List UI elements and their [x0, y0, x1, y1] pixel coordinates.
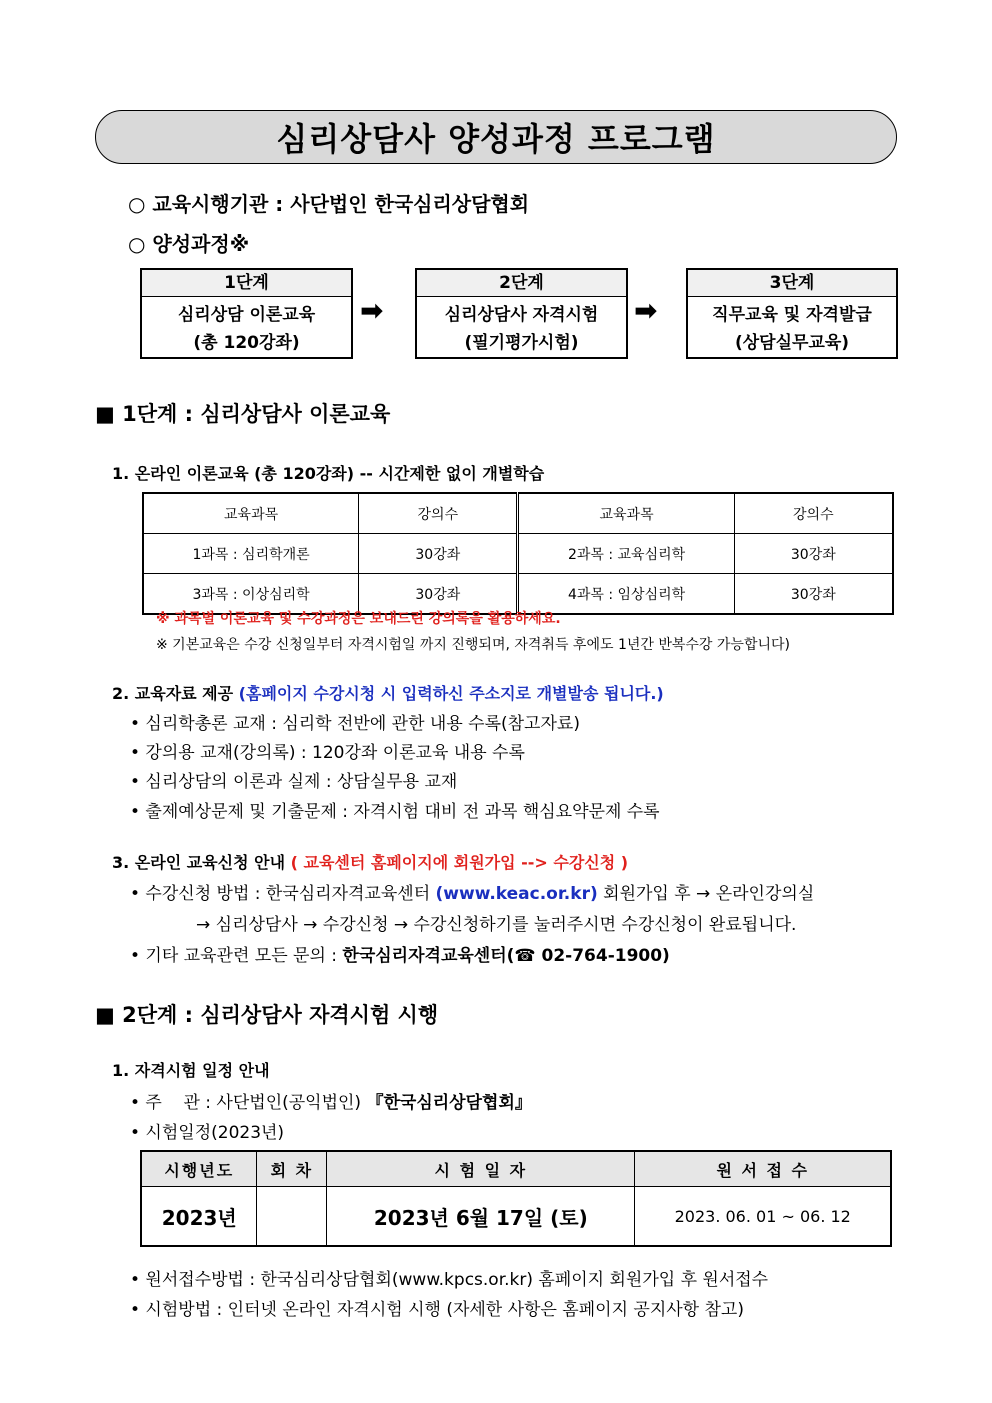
apply-method: [130, 879, 814, 904]
table-header-row: [141, 1151, 891, 1187]
exam-method: • 시험방법 : 인터넷 온라인 자격시험 시행 (자세한 사항은 홈페이지 공지사항 참고): [130, 1300, 744, 1320]
schedule-label: • 시험일정(2023년): [130, 1123, 285, 1143]
institution-line: ○ 교육시행기관 : 사단법인 한국심리상담협회: [128, 192, 530, 216]
list-item: • 심리학총론 교재 : 심리학 전반에 관한 내용 수록(참고자료): [130, 714, 580, 734]
contact-line: [130, 941, 670, 966]
stage-3-box: [686, 268, 898, 359]
section-1-sub2-label: 2. 교육자료 제공: [112, 684, 234, 703]
table-cell: 3과목 : 이상심리학: [143, 574, 359, 615]
table-cell: 30강좌: [734, 574, 893, 615]
table-header: 원 서 접 수: [635, 1151, 891, 1187]
table-row: [141, 1187, 891, 1247]
section-2-title: ■ 2단계 : 심리상담사 자격시험 시행: [95, 1003, 439, 1027]
section-1-title: ■ 1단계 : 심리상담사 이론교육: [95, 402, 391, 426]
stage-3-line2: (상담실무교육): [734, 333, 850, 353]
exam-round: [257, 1187, 327, 1247]
stage-2-line1: 심리상담사 자격시험: [444, 305, 599, 325]
stage-1-box: [140, 268, 353, 359]
table-header: 시 험 일 자: [327, 1151, 635, 1187]
note: ※ 기본교육은 수강 신청일부터 자격시험일 까지 진행되며, 자격취득 후에도 1년간 반복수강 가능합니다): [156, 637, 790, 653]
table-header: 강의수: [734, 493, 893, 534]
table-header: 회 차: [257, 1151, 327, 1187]
apply-method-steps: → 심리상담사 → 수강신청 → 수강신청하기를 눌러주시면 수강신청이 완료됩니다.: [196, 915, 797, 935]
arrow-right-icon: ➡: [360, 294, 384, 327]
section-1-sub3-label: 3. 온라인 교육신청 안내: [112, 853, 286, 872]
stage-2-head: 2단계: [417, 270, 626, 297]
exam-date: 2023년 6월 17일 (토): [327, 1187, 635, 1247]
stage-1-line2: (총 120강좌): [193, 333, 300, 353]
table-cell: 30강좌: [359, 574, 518, 615]
table-row: [143, 534, 893, 574]
host-org: 『한국심리상담협회』: [366, 1093, 532, 1113]
course-line: ○ 양성과정※: [128, 232, 250, 256]
application-method: • 원서접수방법 : 한국심리상담협회(www.kpcs.or.kr) 홈페이지 회원가입 후 원서접수: [130, 1270, 769, 1290]
table-cell: 1과목 : 심리학개론: [143, 534, 359, 574]
host-label: • 주 관 : 사단법인(공익법인): [130, 1093, 362, 1113]
course-table: [142, 492, 894, 615]
stage-2-box: [415, 268, 628, 359]
list-item: • 심리상담의 이론과 실제 : 상담실무용 교재: [130, 772, 458, 792]
table-header: 강의수: [359, 493, 518, 534]
exam-year: 2023년: [141, 1187, 257, 1247]
table-header-row: [143, 493, 893, 534]
table-header: 교육과목: [518, 493, 734, 534]
table-cell: 30강좌: [734, 534, 893, 574]
table-cell: 2과목 : 교육심리학: [518, 534, 734, 574]
table-cell: 30강좌: [359, 534, 518, 574]
table-header: 시행년도: [141, 1151, 257, 1187]
section-1-sub2: [112, 681, 664, 704]
table-cell: 4과목 : 임상심리학: [518, 574, 734, 615]
apply-method-rest: 회원가입 후 → 온라인강의실: [603, 884, 815, 904]
keac-link[interactable]: (www.keac.or.kr): [435, 884, 598, 904]
section-2-sub1: 1. 자격시험 일정 안내: [112, 1061, 270, 1080]
host-line: [130, 1088, 532, 1113]
section-1-sub1: 1. 온라인 이론교육 (총 120강좌) -- 시간제한 없이 개별학습: [112, 464, 545, 483]
contact-phone: 한국심리자격교육센터(☎ 02-764-1900): [342, 946, 670, 966]
exam-schedule-table: [140, 1150, 892, 1247]
note-red: ※ 과목별 이론교육 및 수강과정은 보내드린 강의록을 활용하세요.: [156, 611, 561, 627]
table-header: 교육과목: [143, 493, 359, 534]
arrow-right-icon: ➡: [634, 294, 658, 327]
list-item: • 출제예상문제 및 기출문제 : 자격시험 대비 전 과목 핵심요약문제 수록: [130, 802, 660, 822]
list-item: • 강의용 교재(강의록) : 120강좌 이론교육 내용 수록: [130, 743, 525, 763]
stage-2-line2: (필기평가시험): [464, 333, 579, 353]
contact-label: • 기타 교육관련 모든 문의 :: [130, 946, 337, 966]
section-1-sub3-note: ( 교육센터 홈페이지에 회원가입 --> 수강신청 ): [290, 853, 629, 872]
apply-method-label: • 수강신청 방법 : 한국심리자격교육센터: [130, 884, 431, 904]
stage-3-line1: 직무교육 및 자격발급: [712, 305, 872, 325]
page-title-banner: [95, 110, 897, 164]
stage-1-line1: 심리상담 이론교육: [177, 305, 316, 325]
stage-1-head: 1단계: [142, 270, 351, 297]
page-title: 심리상담사 양성과정 프로그램: [276, 120, 716, 158]
application-period: 2023. 06. 01 ~ 06. 12: [635, 1187, 891, 1247]
section-1-sub2-note: (홈페이지 수강시청 시 입력하신 주소지로 개별발송 됩니다.): [238, 684, 664, 703]
stage-3-head: 3단계: [688, 270, 896, 297]
section-1-sub3: [112, 850, 628, 873]
